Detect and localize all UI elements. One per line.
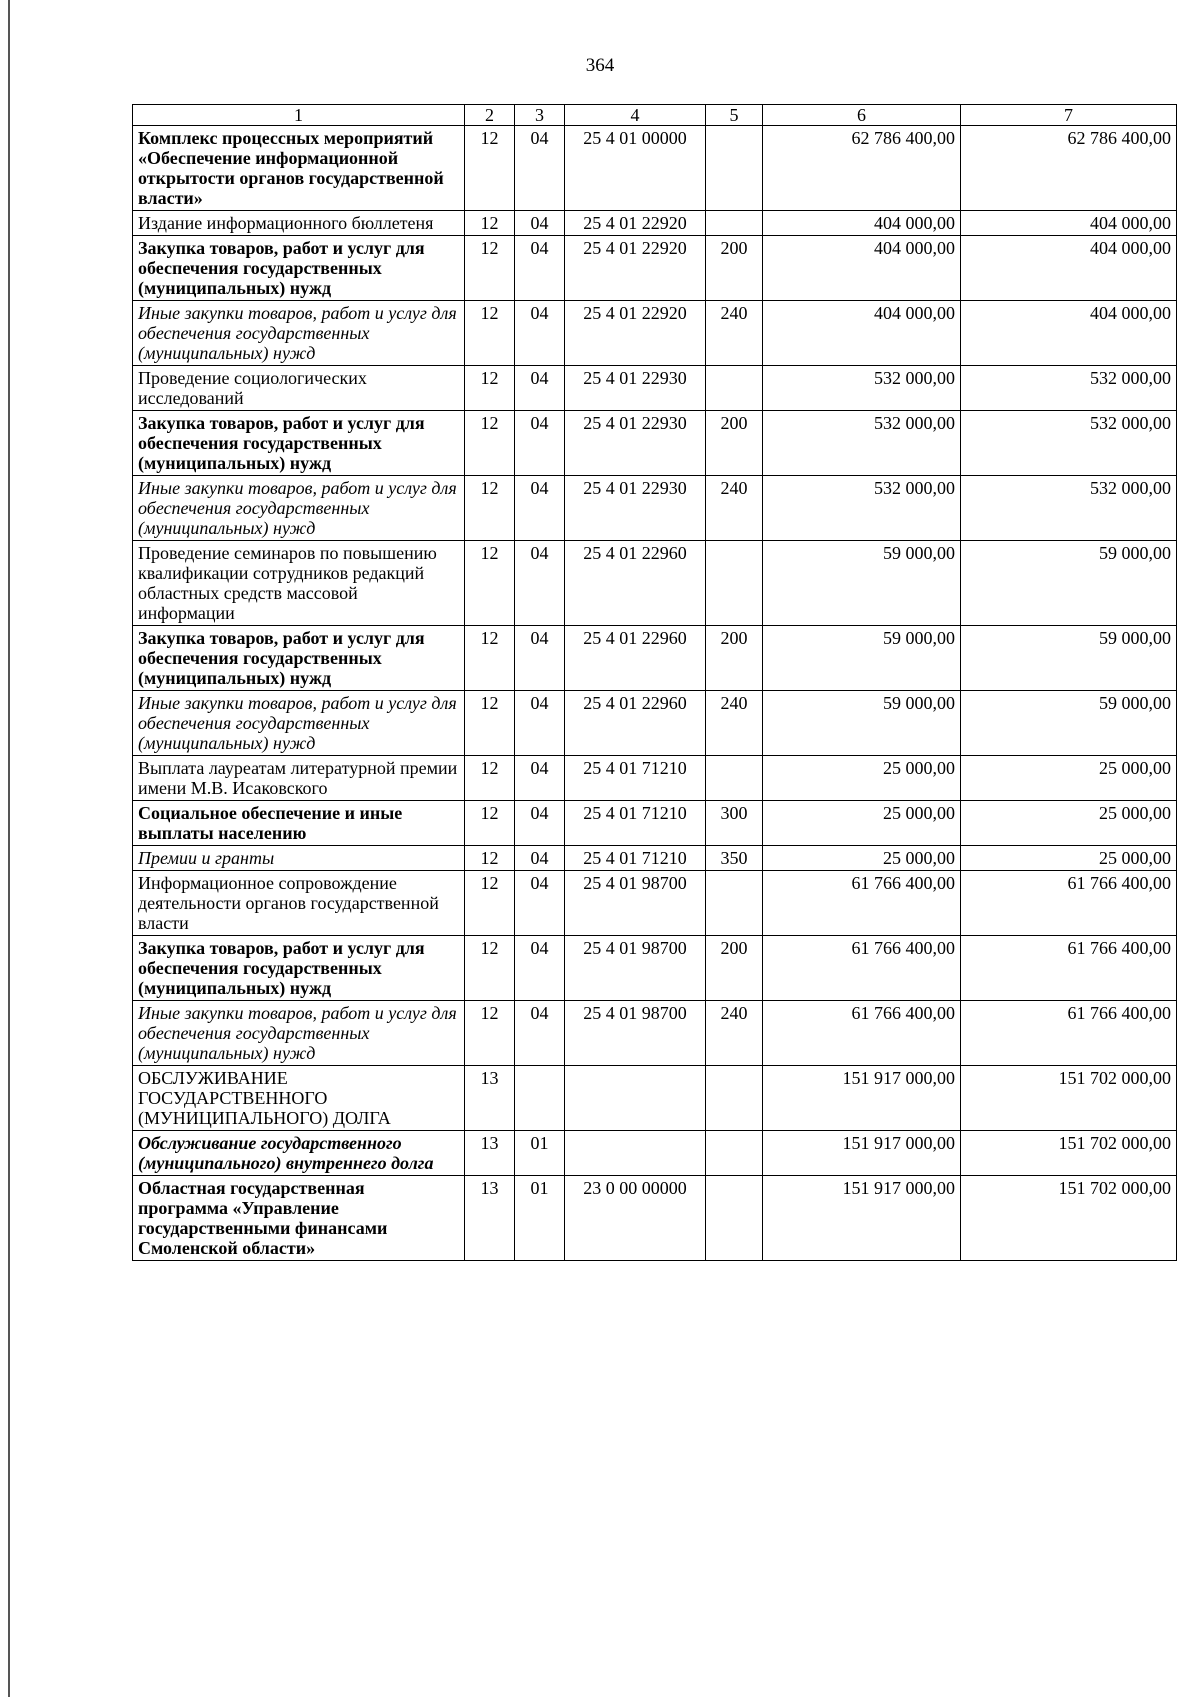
section-code: 12: [465, 626, 515, 691]
row-label: Иные закупки товаров, работ и услуг для обеспечения государственных (муниципальных) нужд: [133, 1001, 465, 1066]
amount-col-6: 25 000,00: [763, 756, 961, 801]
target-article-code: 25 4 01 22920: [565, 236, 706, 301]
header-cell-1: 1: [133, 105, 465, 126]
amount-col-6: 151 917 000,00: [763, 1131, 961, 1176]
target-article-code: 25 4 01 22960: [565, 691, 706, 756]
amount-col-7: 151 702 000,00: [961, 1066, 1177, 1131]
expense-type-code: 200: [706, 236, 763, 301]
target-article-code: 25 4 01 22930: [565, 476, 706, 541]
row-label: Иные закупки товаров, работ и услуг для обеспечения государственных (муниципальных) нужд: [133, 476, 465, 541]
row-label: Закупка товаров, работ и услуг для обеспечения государственных (муниципальных) нужд: [133, 236, 465, 301]
amount-col-7: 151 702 000,00: [961, 1176, 1177, 1261]
section-code: 12: [465, 691, 515, 756]
amount-col-6: 61 766 400,00: [763, 1001, 961, 1066]
subsection-code: 04: [515, 211, 565, 236]
section-code: 12: [465, 936, 515, 1001]
section-code: 12: [465, 1001, 515, 1066]
subsection-code: 04: [515, 626, 565, 691]
table-row: [133, 476, 1177, 541]
target-article-code: 25 4 01 00000: [565, 126, 706, 211]
expense-type-code: 350: [706, 846, 763, 871]
row-label: Информационное сопровождение деятельности органов государственной власти: [133, 871, 465, 936]
amount-col-7: 59 000,00: [961, 626, 1177, 691]
amount-col-6: 61 766 400,00: [763, 871, 961, 936]
table-row: [133, 846, 1177, 871]
amount-col-7: 59 000,00: [961, 541, 1177, 626]
amount-col-7: 61 766 400,00: [961, 871, 1177, 936]
expense-type-code: [706, 1176, 763, 1261]
table-row: [133, 211, 1177, 236]
table-row: [133, 301, 1177, 366]
section-code: 12: [465, 801, 515, 846]
header-cell-2: 2: [465, 105, 515, 126]
amount-col-6: 404 000,00: [763, 211, 961, 236]
subsection-code: 04: [515, 801, 565, 846]
subsection-code: 04: [515, 126, 565, 211]
target-article-code: 25 4 01 22960: [565, 626, 706, 691]
amount-col-7: 25 000,00: [961, 801, 1177, 846]
section-code: 12: [465, 236, 515, 301]
expense-type-code: 240: [706, 301, 763, 366]
target-article-code: 25 4 01 22930: [565, 411, 706, 476]
target-article-code: [565, 1131, 706, 1176]
section-code: 12: [465, 126, 515, 211]
section-code: 12: [465, 211, 515, 236]
page-number: 364: [585, 55, 615, 76]
target-article-code: 25 4 01 98700: [565, 1001, 706, 1066]
amount-col-6: 532 000,00: [763, 411, 961, 476]
subsection-code: 04: [515, 871, 565, 936]
row-label: ОБСЛУЖИВАНИЕ ГОСУДАРСТВЕННОГО (МУНИЦИПАЛЬНОГО) ДОЛГА: [133, 1066, 465, 1131]
header-cell-6: 6: [763, 105, 961, 126]
row-label: Иные закупки товаров, работ и услуг для обеспечения государственных (муниципальных) нужд: [133, 691, 465, 756]
subsection-code: 04: [515, 366, 565, 411]
expense-type-code: 300: [706, 801, 763, 846]
expense-type-code: [706, 1066, 763, 1131]
target-article-code: 23 0 00 00000: [565, 1176, 706, 1261]
amount-col-6: 151 917 000,00: [763, 1176, 961, 1261]
subsection-code: 04: [515, 236, 565, 301]
table-row: [133, 1176, 1177, 1261]
amount-col-7: 25 000,00: [961, 846, 1177, 871]
subsection-code: 04: [515, 541, 565, 626]
expense-type-code: 200: [706, 626, 763, 691]
subsection-code: 01: [515, 1131, 565, 1176]
section-code: 12: [465, 301, 515, 366]
header-cell-5: 5: [706, 105, 763, 126]
subsection-code: 04: [515, 411, 565, 476]
amount-col-7: 404 000,00: [961, 211, 1177, 236]
amount-col-6: 59 000,00: [763, 691, 961, 756]
expense-type-code: [706, 871, 763, 936]
table-row: [133, 236, 1177, 301]
table-row: [133, 756, 1177, 801]
amount-col-6: 532 000,00: [763, 476, 961, 541]
header-row: [133, 105, 1177, 126]
table-row: [133, 126, 1177, 211]
target-article-code: 25 4 01 22930: [565, 366, 706, 411]
expense-type-code: 240: [706, 1001, 763, 1066]
subsection-code: 04: [515, 1001, 565, 1066]
amount-col-6: 59 000,00: [763, 541, 961, 626]
amount-col-7: 404 000,00: [961, 236, 1177, 301]
header-cell-4: 4: [565, 105, 706, 126]
expense-type-code: 240: [706, 691, 763, 756]
row-label: Закупка товаров, работ и услуг для обеспечения государственных (муниципальных) нужд: [133, 936, 465, 1001]
row-label: Социальное обеспечение и иные выплаты населению: [133, 801, 465, 846]
target-article-code: 25 4 01 22920: [565, 301, 706, 366]
expense-type-code: [706, 756, 763, 801]
amount-col-6: 151 917 000,00: [763, 1066, 961, 1131]
section-code: 13: [465, 1131, 515, 1176]
table-row: [133, 871, 1177, 936]
target-article-code: 25 4 01 98700: [565, 871, 706, 936]
table-row: [133, 1066, 1177, 1131]
section-code: 12: [465, 756, 515, 801]
row-label: Закупка товаров, работ и услуг для обеспечения государственных (муниципальных) нужд: [133, 411, 465, 476]
target-article-code: 25 4 01 71210: [565, 756, 706, 801]
section-code: 12: [465, 541, 515, 626]
row-label: Иные закупки товаров, работ и услуг для обеспечения государственных (муниципальных) нужд: [133, 301, 465, 366]
amount-col-7: 25 000,00: [961, 756, 1177, 801]
section-code: 13: [465, 1066, 515, 1131]
amount-col-7: 532 000,00: [961, 411, 1177, 476]
amount-col-7: 404 000,00: [961, 301, 1177, 366]
expense-type-code: [706, 126, 763, 211]
table-row: [133, 801, 1177, 846]
section-code: 13: [465, 1176, 515, 1261]
subsection-code: 04: [515, 846, 565, 871]
expense-type-code: 200: [706, 411, 763, 476]
amount-col-7: 61 766 400,00: [961, 936, 1177, 1001]
expense-type-code: [706, 366, 763, 411]
amount-col-6: 532 000,00: [763, 366, 961, 411]
header-cell-3: 3: [515, 105, 565, 126]
subsection-code: 04: [515, 476, 565, 541]
subsection-code: 01: [515, 1176, 565, 1261]
target-article-code: 25 4 01 71210: [565, 846, 706, 871]
table-row: [133, 936, 1177, 1001]
expense-type-code: [706, 211, 763, 236]
table-row: [133, 541, 1177, 626]
table-row: [133, 1001, 1177, 1066]
row-label: Издание информационного бюллетеня: [133, 211, 465, 236]
expense-type-code: [706, 541, 763, 626]
amount-col-6: 59 000,00: [763, 626, 961, 691]
section-code: 12: [465, 846, 515, 871]
row-label: Выплата лауреатам литературной премии имени М.В. Исаковского: [133, 756, 465, 801]
target-article-code: 25 4 01 71210: [565, 801, 706, 846]
amount-col-6: 25 000,00: [763, 846, 961, 871]
amount-col-6: 61 766 400,00: [763, 936, 961, 1001]
target-article-code: [565, 1066, 706, 1131]
row-label: Областная государственная программа «Управление государственными финансами Смоленской области»: [133, 1176, 465, 1261]
amount-col-6: 404 000,00: [763, 301, 961, 366]
table-row: [133, 626, 1177, 691]
row-label: Проведение семинаров по повышению квалификации сотрудников редакций областных средств массовой информации: [133, 541, 465, 626]
target-article-code: 25 4 01 22920: [565, 211, 706, 236]
amount-col-7: 151 702 000,00: [961, 1131, 1177, 1176]
row-label: Проведение социологических исследований: [133, 366, 465, 411]
target-article-code: 25 4 01 98700: [565, 936, 706, 1001]
amount-col-6: 404 000,00: [763, 236, 961, 301]
amount-col-7: 61 766 400,00: [961, 1001, 1177, 1066]
table-body: [133, 126, 1177, 1261]
row-label: Комплекс процессных мероприятий «Обеспечение информационной открытости органов государственной власти»: [133, 126, 465, 211]
amount-col-6: 25 000,00: [763, 801, 961, 846]
table-row: [133, 1131, 1177, 1176]
section-code: 12: [465, 411, 515, 476]
table-row: [133, 366, 1177, 411]
table-row: [133, 691, 1177, 756]
amount-col-7: 62 786 400,00: [961, 126, 1177, 211]
row-label: Обслуживание государственного (муниципального) внутреннего долга: [133, 1131, 465, 1176]
table-row: [133, 411, 1177, 476]
scan-edge-line: [8, 0, 10, 1697]
expense-type-code: 200: [706, 936, 763, 1001]
amount-col-7: 532 000,00: [961, 476, 1177, 541]
subsection-code: 04: [515, 691, 565, 756]
subsection-code: [515, 1066, 565, 1131]
section-code: 12: [465, 366, 515, 411]
subsection-code: 04: [515, 936, 565, 1001]
section-code: 12: [465, 871, 515, 936]
amount-col-6: 62 786 400,00: [763, 126, 961, 211]
amount-col-7: 59 000,00: [961, 691, 1177, 756]
header-cell-7: 7: [961, 105, 1177, 126]
row-label: Премии и гранты: [133, 846, 465, 871]
budget-table: [132, 104, 1177, 1261]
expense-type-code: 240: [706, 476, 763, 541]
expense-type-code: [706, 1131, 763, 1176]
target-article-code: 25 4 01 22960: [565, 541, 706, 626]
section-code: 12: [465, 476, 515, 541]
subsection-code: 04: [515, 301, 565, 366]
amount-col-7: 532 000,00: [961, 366, 1177, 411]
row-label: Закупка товаров, работ и услуг для обеспечения государственных (муниципальных) нужд: [133, 626, 465, 691]
subsection-code: 04: [515, 756, 565, 801]
